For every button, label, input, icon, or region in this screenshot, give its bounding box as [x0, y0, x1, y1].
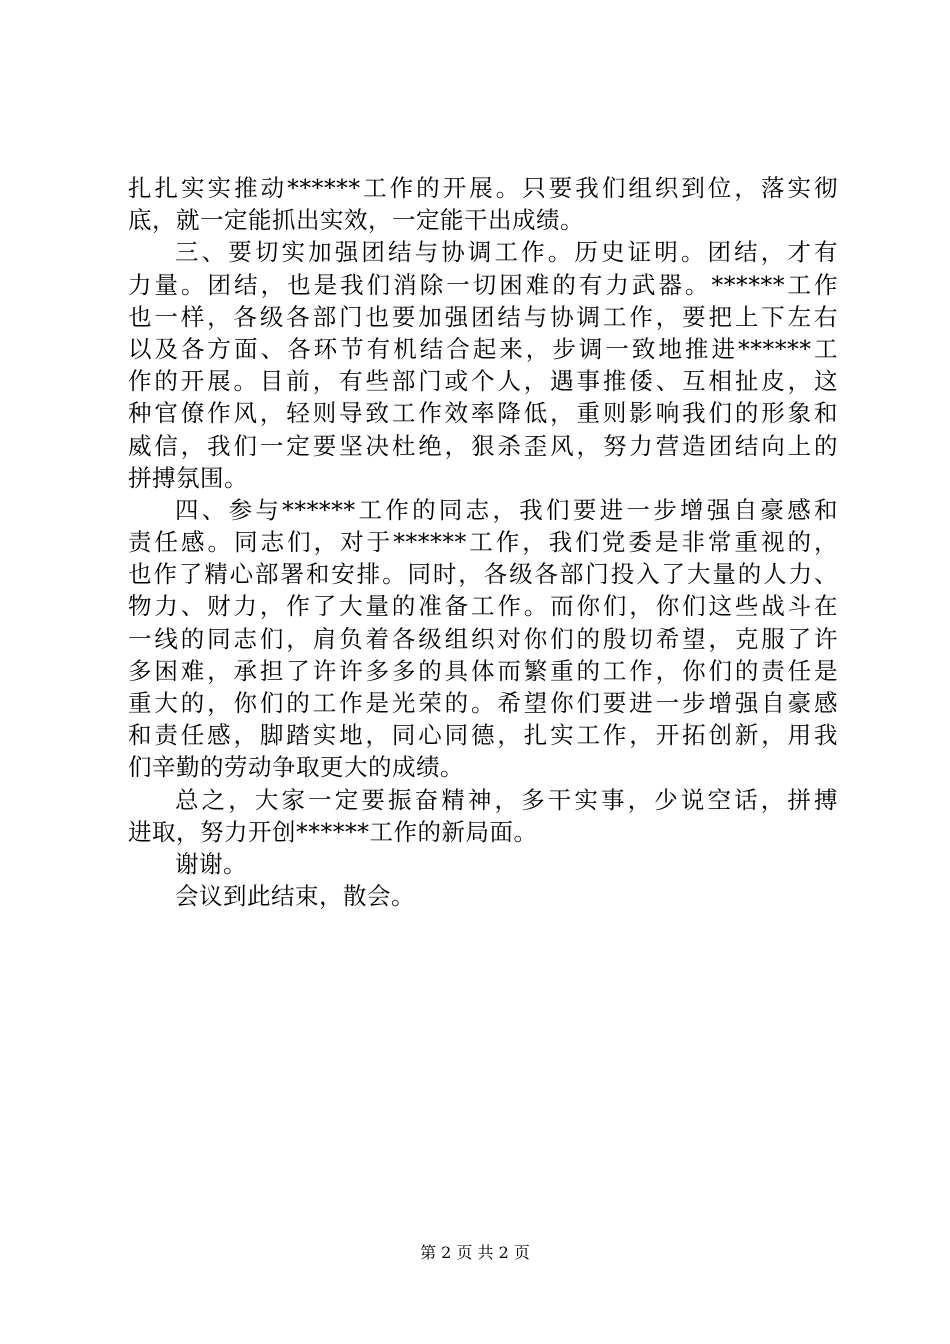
text-line: 四、参与******工作的同志，我们要进一步增强自豪感和 [175, 495, 838, 524]
text-line: 作的开展。目前，有些部门或个人，遇事推倭、互相扯皮，这 [128, 367, 838, 396]
text-line: 和责任感，脚踏实地，同心同德，扎实工作，开拓创新，用我 [128, 721, 838, 750]
text-line: 底，就一定能抓出实效，一定能干出成绩。 [128, 206, 584, 235]
text-line: 拼搏氛围。 [128, 463, 248, 492]
text-line: 力量。团结，也是我们消除一切困难的有力武器。******工作 [128, 270, 838, 299]
text-line: 一线的同志们，肩负着各级组织对你们的殷切希望，克服了许 [128, 624, 838, 653]
text-line: 会议到此结束，散会。 [175, 882, 415, 911]
text-line: 谢谢。 [175, 849, 247, 878]
document-body [128, 172, 838, 912]
text-line: 扎扎实实推动******工作的开展。只要我们组织到位，落实彻 [128, 174, 838, 202]
text-line: 威信，我们一定要坚决杜绝，狠杀歪风，努力营造团结向上的 [128, 431, 838, 460]
page-number-footer: 第 2 页 共 2 页 [420, 1243, 530, 1262]
text-line: 种官僚作风，轻则导致工作效率降低，重则影响我们的形象和 [128, 399, 838, 428]
text-line: 多困难，承担了许许多多的具体而繁重的工作，你们的责任是 [128, 656, 838, 685]
text-line: 三、要切实加强团结与协调工作。历史证明。团结，才有 [175, 238, 838, 267]
text-line: 物力、财力，作了大量的准备工作。而你们，你们这些战斗在 [128, 592, 838, 621]
text-line: 们辛勤的劳动争取更大的成绩。 [128, 753, 464, 782]
text-line: 重大的，你们的工作是光荣的。希望你们要进一步增强自豪感 [128, 689, 838, 717]
text-line: 责任感。同志们，对于******工作，我们党委是非常重视的， [128, 528, 838, 557]
text-line: 总之，大家一定要振奋精神，多干实事，少说空话，拼搏 [175, 785, 838, 814]
text-line: 也作了精心部署和安排。同时，各级各部门投入了大量的人力、 [128, 560, 838, 589]
text-line: 进取，努力开创******工作的新局面。 [128, 817, 538, 846]
text-line: 也一样，各级各部门也要加强团结与协调工作，要把上下左右 [128, 302, 838, 331]
text-line: 以及各方面、各环节有机结合起来，步调一致地推进******工 [128, 334, 838, 363]
